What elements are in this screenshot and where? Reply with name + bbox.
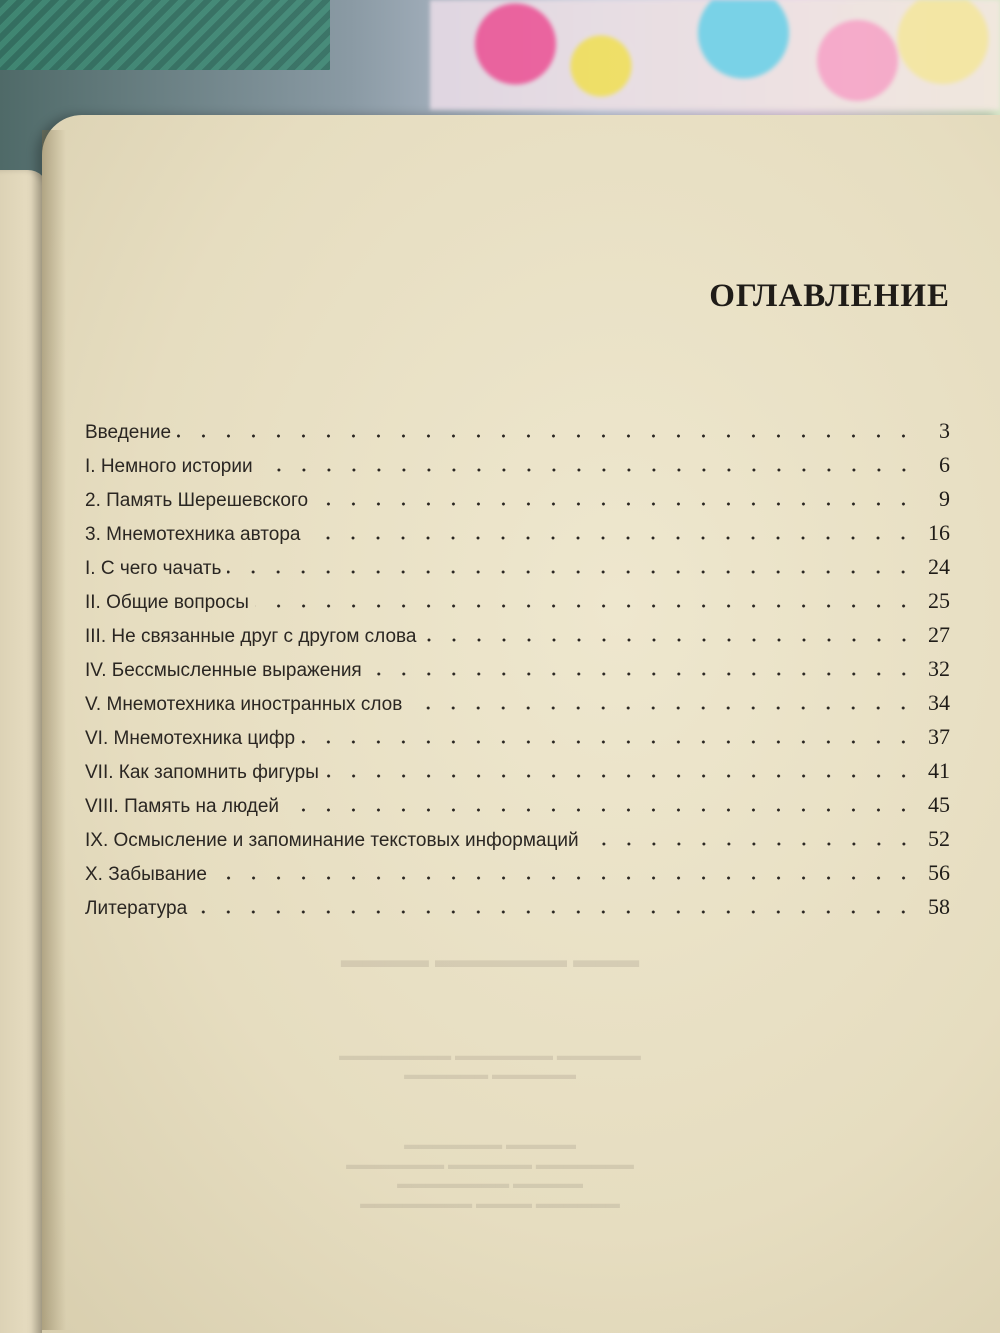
toc-dot-leader: [368, 672, 916, 676]
toc-dot-leader: [408, 706, 916, 710]
toc-entry-label: IX. Осмысление и запоминание текстовых информаций: [85, 830, 579, 851]
toc-entry-page: 52: [928, 826, 950, 851]
toc-entry: [85, 548, 950, 580]
bleed-line: ▬▬▬▬▬ ▬▬▬▬▬▬▬ ▬▬▬▬▬▬▬ ▬▬▬▬▬▬ ▬▬▬▬▬▬▬ ▬▬▬▬▬ ▬▬▬▬▬▬▬▬ ▬▬▬▬▬▬ ▬▬▬▬ ▬▬▬▬▬▬▬▬: [346, 1135, 634, 1211]
reverse-side-bleed-through: [270, 945, 710, 1213]
toc-entry-page: 45: [928, 792, 950, 817]
toc-entry: [85, 412, 950, 444]
toc-entry: [85, 888, 950, 920]
toc-dot-leader: [301, 740, 916, 744]
toc-entry: [85, 684, 950, 716]
toc-entry: [85, 854, 950, 886]
toc-entry: [85, 582, 950, 614]
toc-entry-page: 34: [928, 690, 950, 715]
toc-entry-page: 58: [928, 894, 950, 919]
bleed-line: ▬▬▬ ▬▬▬▬▬▬ ▬▬▬▬: [340, 947, 640, 972]
toc-entry: [85, 650, 950, 682]
toc-dot-leader: [255, 604, 916, 608]
toc-dot-leader: [259, 468, 916, 472]
toc-entry-label: 2. Память Шерешевского: [85, 490, 309, 511]
toc-entry-page: 56: [928, 860, 950, 885]
toc-dot-leader: [213, 876, 916, 880]
toc-entry-page: 37: [928, 724, 950, 749]
toc-entry-label: VII. Как запомнить фигуры: [85, 762, 319, 783]
toc-entry-label: VI. Мнемотехника цифр: [85, 728, 296, 749]
toc-entry-label: IV. Бессмысленные выражения: [85, 660, 362, 681]
toc-dot-leader: [193, 910, 916, 914]
toc-entry: [85, 820, 950, 852]
toc-entry-page: 27: [928, 622, 950, 647]
toc-entry-label: X. Забывание: [85, 864, 207, 885]
toc-entry-label: II. Общие вопросы: [85, 592, 249, 613]
toc-entry-page: 41: [928, 758, 950, 783]
toc-entry-label: VIII. Память на людей: [85, 796, 280, 817]
toc-dot-leader: [306, 536, 916, 540]
toc-dot-leader: [423, 638, 917, 642]
toc-entry-label: I. Немного истории: [85, 456, 253, 477]
toc-dot-leader: [227, 570, 916, 574]
toc-entry: [85, 480, 950, 512]
toc-entry-label: I. С чего чачать: [85, 558, 222, 579]
toc-entry-page: 24: [928, 554, 950, 579]
toc-entry: [85, 786, 950, 818]
toc-entry-page: 25: [928, 588, 950, 613]
toc-entry: [85, 514, 950, 546]
toc-entry-label: V. Мнемотехника иностранных слов: [85, 694, 403, 715]
toc-entry-label: Литература: [85, 898, 188, 919]
toc-entry-page: 6: [939, 452, 950, 477]
toc-entry: [85, 446, 950, 478]
toc-entry-page: 9: [939, 486, 950, 511]
toc-dot-leader: [314, 502, 916, 506]
toc-dot-leader: [585, 842, 916, 846]
toc-entry-page: 16: [928, 520, 950, 545]
toc-entry-label: III. Не связанные друг с другом слова: [85, 626, 417, 647]
toc-entry-label: 3. Мнемотехника автора: [85, 524, 301, 545]
toc-entry: [85, 616, 950, 648]
toc-entry-label: Введение: [85, 422, 172, 443]
bleed-line: ▬▬▬▬▬▬ ▬▬▬▬▬▬▬ ▬▬▬▬▬▬▬▬ ▬▬▬▬▬▬ ▬▬▬▬▬▬: [339, 1046, 641, 1083]
toc-entry: [85, 752, 950, 784]
toc-entry: [85, 718, 950, 750]
toc-dot-leader: [325, 774, 916, 778]
toc-entry-page: 32: [928, 656, 950, 681]
toc-dot-leader: [177, 434, 916, 438]
toc-dot-leader: [285, 808, 916, 812]
toc-entry-page: 3: [939, 418, 950, 443]
toc-heading: ОГЛАВЛЕНИЕ: [709, 278, 950, 314]
